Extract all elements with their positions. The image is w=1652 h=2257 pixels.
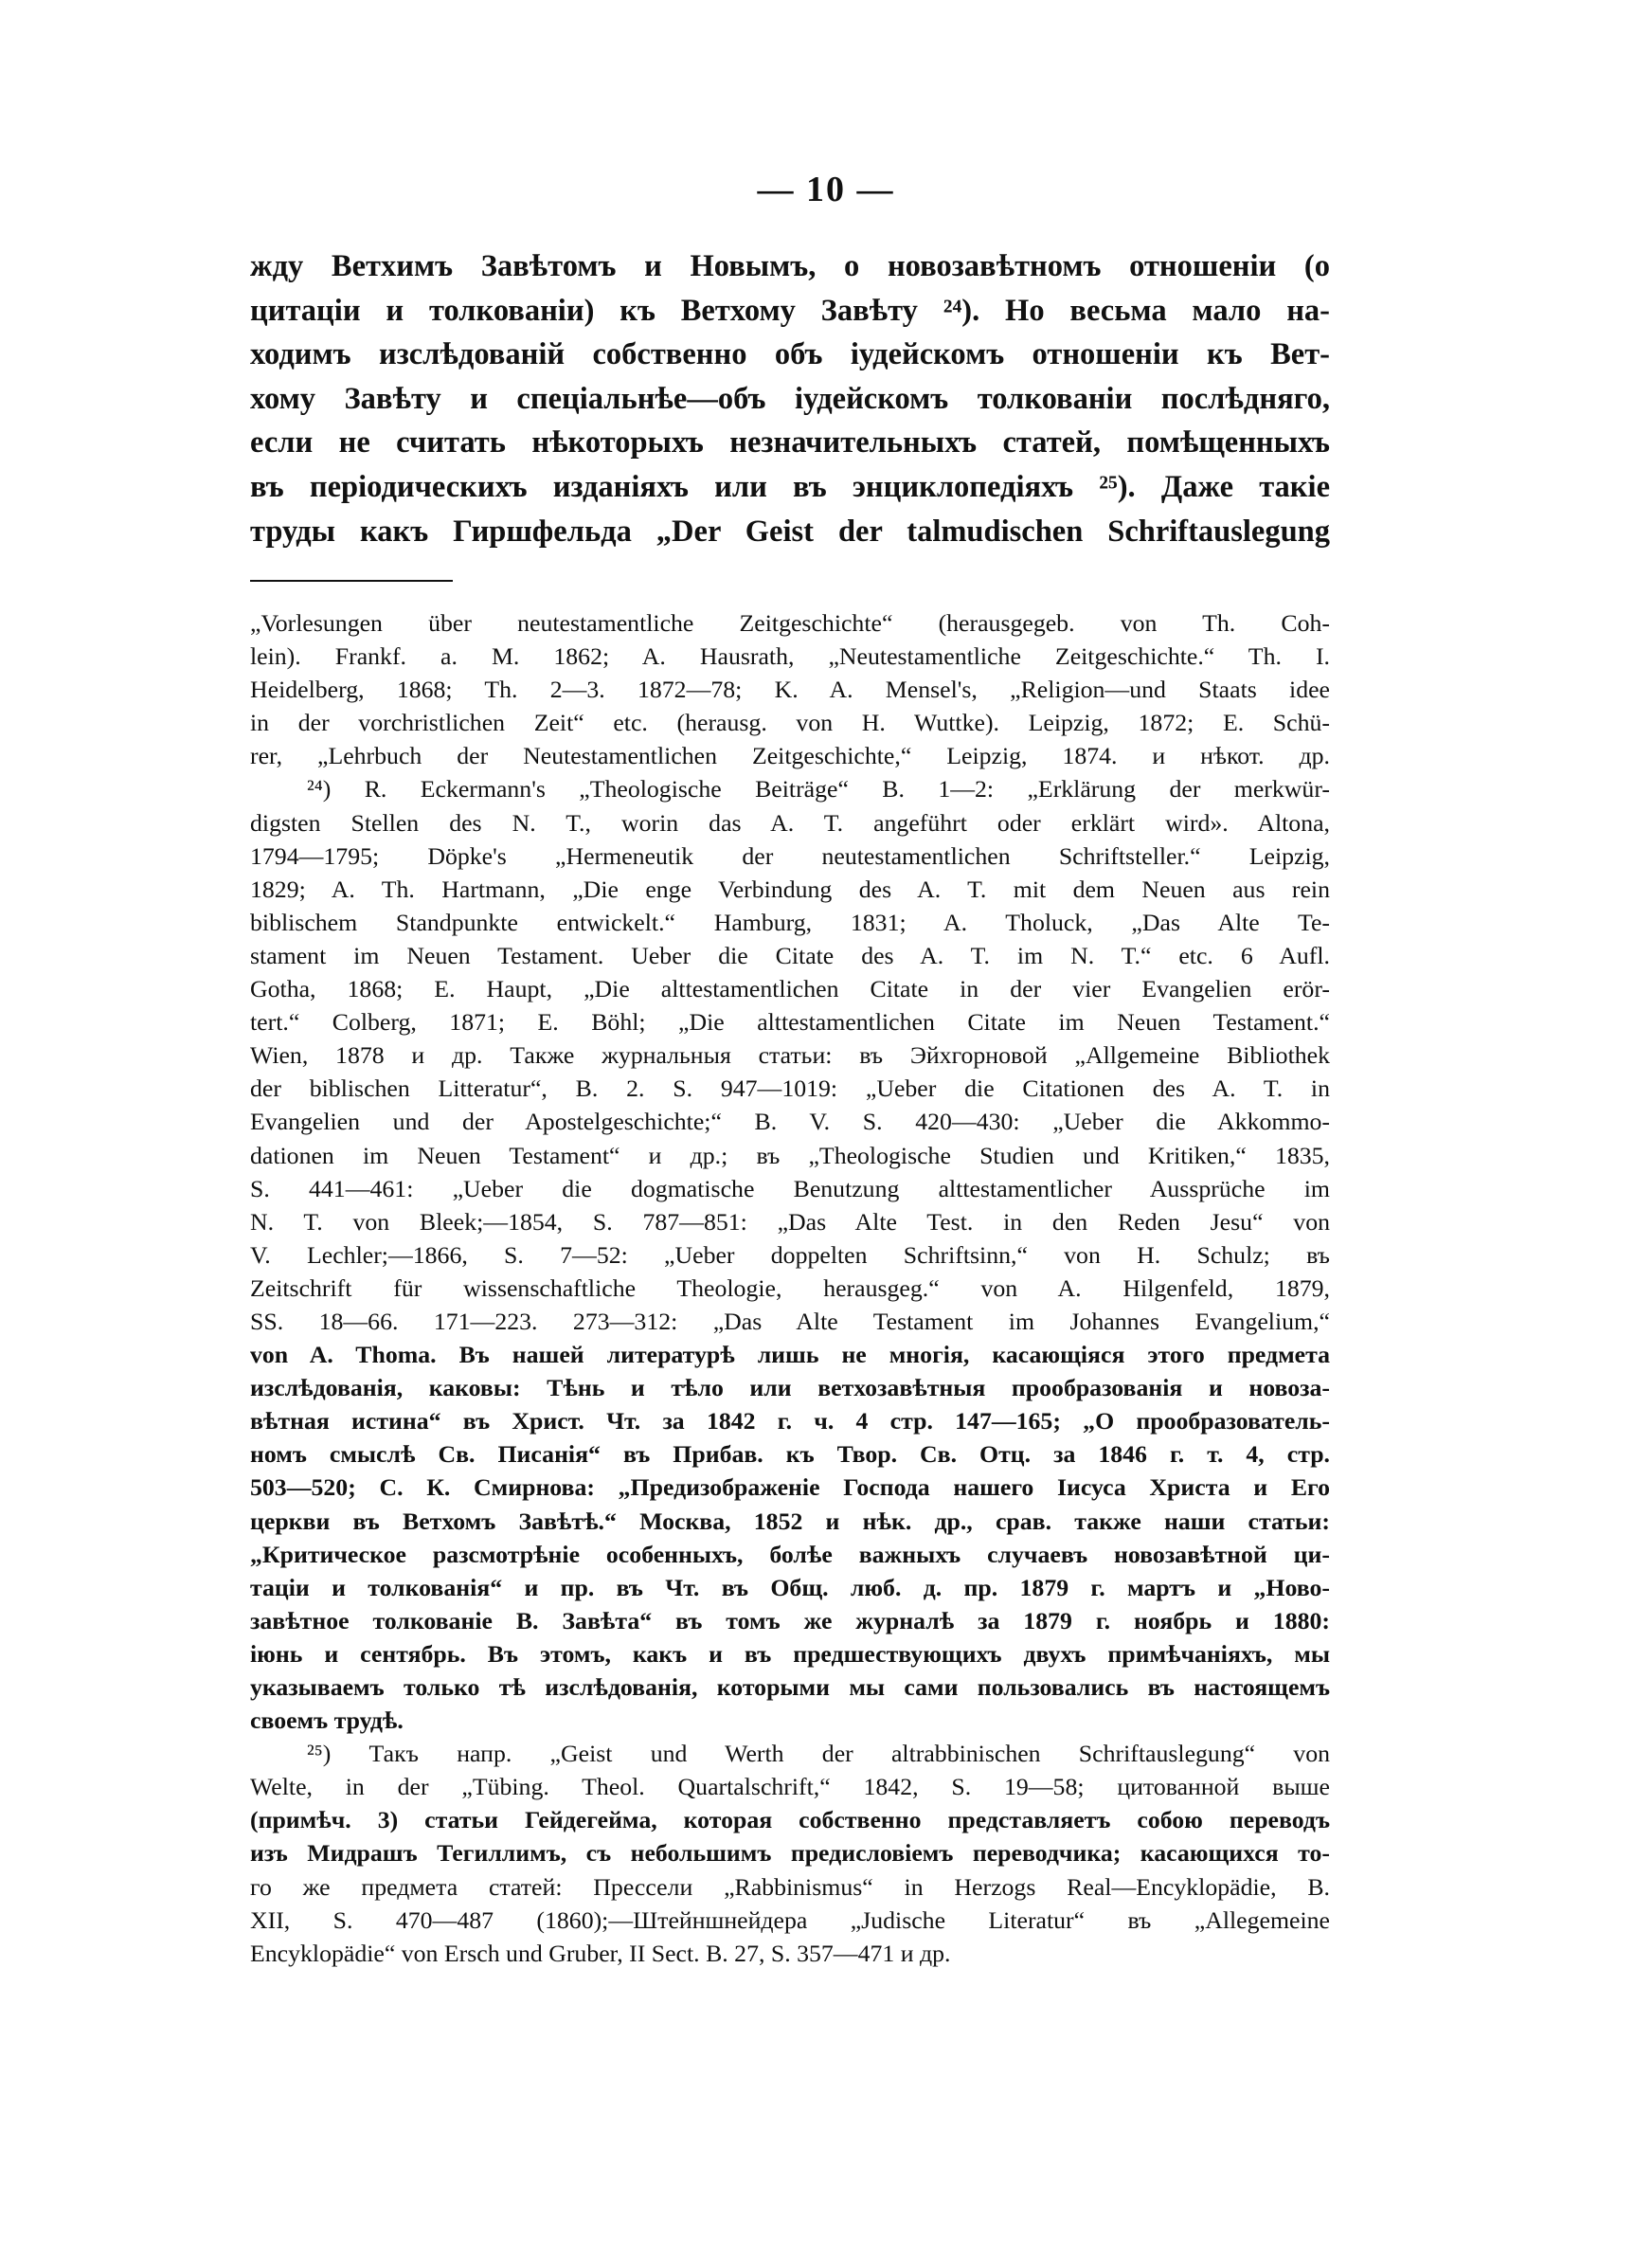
footnote-line: in der vorchristlichen Zeit“ etc. (herausg. von H. Wuttke). Leipzig, 1872; E. Schü- xyxy=(250,709,1330,737)
footnote-line: S. 441—461: „Ueber die dogmatische Benutzung alttestamentlicher Aussprüche im xyxy=(250,1174,1330,1202)
footnote-line: церкви въ Ветхомъ Завѣтѣ.“ Москва, 1852 и нѣк. др., срав. также наши статьи: xyxy=(250,1507,1330,1535)
footnote-line: V. Lechler;—1866, S. 7—52: „Ueber doppelten Schriftsinn,“ von H. Schulz; въ xyxy=(250,1240,1330,1269)
footnote-line: завѣтное толкованіе В. Завѣта“ въ томъ же журналѣ за 1879 г. ноябрь и 1880: xyxy=(250,1606,1330,1634)
footnote-line: номъ смыслѣ Св. Писанія“ въ Прибав. къ Твор. Св. Отц. за 1846 г. т. 4, стр. xyxy=(250,1440,1330,1469)
footnote-line: der biblischen Litteratur“, B. 2. S. 947—1019: „Ueber die Citationen des A. T. in xyxy=(250,1074,1330,1103)
main-text-line: хому Завѣту и спеціальнѣе—объ іудейскомъ толкованіи послѣдняго, xyxy=(250,381,1330,416)
footnote-line: stament im Neuen Testament. Ueber die Citate des A. T. im N. T.“ etc. 6 Aufl. xyxy=(250,941,1330,969)
footnote-line: SS. 18—66. 171—223. 273—312: „Das Alte Testament im Johannes Evangelium,“ xyxy=(250,1307,1330,1335)
main-text xyxy=(250,244,1330,553)
footnote-line: указываемъ только тѣ изслѣдованія, которыми мы сами пользовались въ настоящемъ xyxy=(250,1673,1330,1701)
footnote-line: Heidelberg, 1868; Th. 2—3. 1872—78; K. A. Mensel's, „Religion—und Staats idee xyxy=(250,676,1330,704)
page-number: — 10 — xyxy=(757,170,895,209)
footnote-line: rer, „Lehrbuch der Neutestamentlichen Zeitgeschichte,“ Leipzig, 1874. и нѣкот. др. xyxy=(250,742,1330,770)
main-text-line: въ періодическихъ изданіяхъ или въ энциклопедіяхъ ²⁵). Даже такіе xyxy=(250,469,1330,504)
footnote-line: dationen im Neuen Testament“ и др.; въ „Theologische Studien und Kritiken,“ 1835, xyxy=(250,1141,1330,1169)
footnote-25-line: ²⁵) Такъ напр. „Geist und Werth der altrabbinischen Schriftauslegung“ von xyxy=(307,1740,1330,1768)
footnote-line: го же предмета статей: Прессели „Rabbinismus“ in Herzogs Real—Encyklopädie, B. xyxy=(250,1872,1330,1901)
footnote-line: tert.“ Colberg, 1871; E. Böhl; „Die alttestamentlichen Citate im Neuen Testament.“ xyxy=(250,1008,1330,1037)
footnote-line: Gotha, 1868; E. Haupt, „Die alttestamentlichen Citate in der vier Evangelien erör- xyxy=(250,975,1330,1003)
footnote-line: 1794—1795; Döpke's „Hermeneutik der neutestamentlichen Schriftsteller.“ Leipzig, xyxy=(250,841,1330,870)
footnote-line: Evangelien und der Apostelgeschichte;“ B. V. S. 420—430: „Ueber die Akkommo- xyxy=(250,1108,1330,1136)
footnote-line: Encyklopädie“ von Ersch und Gruber, II Sect. B. 27, S. 357—471 и др. xyxy=(250,1939,951,1967)
footnote-line: digsten Stellen des N. T., worin das A. T. angeführt oder erklärt wird». Altona, xyxy=(250,808,1330,837)
footnote-line: (примѣч. 3) статьи Гейдегейма, которая собственно представляетъ собою переводъ xyxy=(250,1806,1330,1834)
footnote-line: biblischem Standpunkte entwickelt.“ Hamburg, 1831; A. Tholuck, „Das Alte Te- xyxy=(250,908,1330,936)
main-text-line: жду Ветхимъ Завѣтомъ и Новымъ, о новозавѣтномъ отношеніи (о xyxy=(250,249,1330,283)
footnote-24-line: ²⁴) R. Eckermann's „Theologische Beiträge“ B. 1—2: „Erklärung der merkwür- xyxy=(307,775,1330,803)
main-text-line: цитаціи и толкованіи) къ Ветхому Завѣту ²⁴). Но весьма мало на- xyxy=(250,293,1330,328)
footnotes xyxy=(250,606,1330,1970)
footnote-line: „Vorlesungen über neutestamentliche Zeitgeschichte“ (herausgegeb. von Th. Coh- xyxy=(250,609,1330,637)
footnote-line: своемъ трудѣ. xyxy=(250,1706,404,1735)
footnote-line: таціи и толкованія“ и пр. въ Чт. въ Общ. люб. д. пр. 1879 г. мартъ и „Ново- xyxy=(250,1573,1330,1601)
footnote-line: von A. Thoma. Въ нашей литературѣ лишь не многія, касающіяся этого предмета xyxy=(250,1341,1330,1369)
footnote-line: Zeitschrift für wissenschaftliche Theologie, herausgeg.“ von A. Hilgenfeld, 1879, xyxy=(250,1273,1330,1302)
footnote-line: lein). Frankf. a. M. 1862; A. Hausrath, „Neutestamentliche Zeitgeschichte.“ Th. I. xyxy=(250,642,1330,671)
footnote-line: 503—520; С. К. Смирнова: „Предизображеніе Господа нашего Іисуса Христа и Его xyxy=(250,1473,1330,1502)
footnote-line: 1829; A. Th. Hartmann, „Die enge Verbindung des A. T. mit dem Neuen aus rein xyxy=(250,875,1330,903)
footnote-line: изъ Мидрашъ Тегиллимъ, съ небольшимъ предисловіемъ переводчика; касающихся то- xyxy=(250,1839,1330,1868)
main-text-line: труды какъ Гиршфельда „Der Geist der talmudischen Schriftauslegung xyxy=(250,514,1330,549)
footnote-line: вѣтная истина“ въ Христ. Чт. за 1842 г. ч. 4 стр. 147—165; „О прообразователь- xyxy=(250,1407,1330,1435)
footnote-divider xyxy=(250,580,453,582)
footnote-line: „Критическое разсмотрѣніе особенныхъ, болѣе важныхъ случаевъ новозавѣтной ци- xyxy=(250,1540,1330,1568)
footnote-line: изслѣдованія, каковы: Тѣнь и тѣло или ветхозавѣтныя прообразованія и новоза- xyxy=(250,1374,1330,1402)
footnote-line: Wien, 1878 и др. Также журнальныя статьи: въ Эйхгорновой „Allgemeine Bibliothek xyxy=(250,1041,1330,1070)
main-text-line: ходимъ изслѣдованій собственно объ іудейскомъ отношеніи къ Вет- xyxy=(250,337,1330,372)
footnote-line: N. T. von Bleek;—1854, S. 787—851: „Das Alte Test. in den Reden Jesu“ von xyxy=(250,1207,1330,1236)
footnote-line: іюнь и сентябрь. Въ этомъ, какъ и въ предшествующихъ двухъ примѣчаніяхъ, мы xyxy=(250,1639,1330,1668)
footnote-line: Welte, in der „Tübing. Theol. Quartalschrift,“ 1842, S. 19—58; цитованной выше xyxy=(250,1773,1330,1801)
footnote-line: XII, S. 470—487 (1860);—Штейншнейдера „Judische Literatur“ въ „Allegemeine xyxy=(250,1905,1330,1934)
main-text-line: если не считать нѣкоторыхъ незначительныхъ статей, помѣщенныхъ xyxy=(250,425,1330,460)
